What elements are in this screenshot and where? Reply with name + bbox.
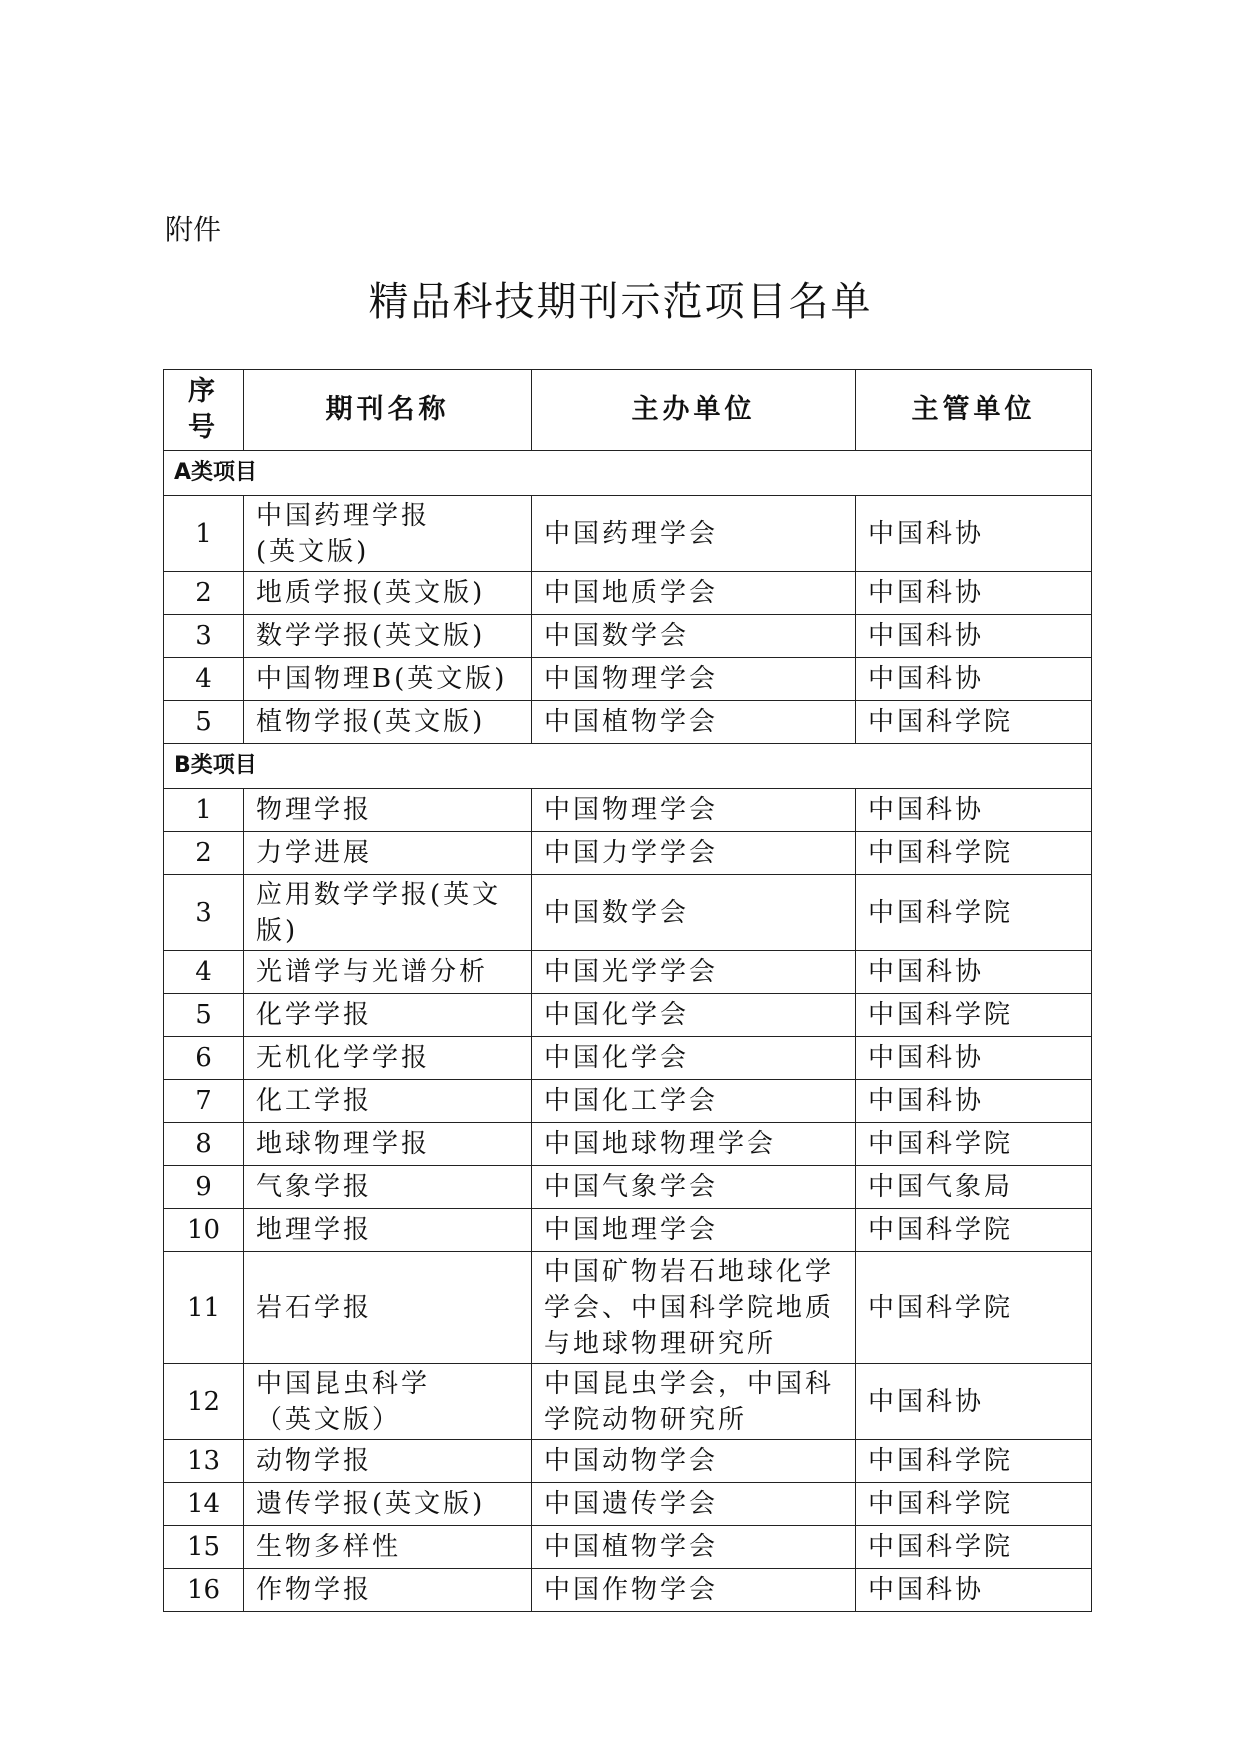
- journal-name: 遗传学报(英文版): [244, 1483, 532, 1526]
- row-index: 14: [164, 1483, 244, 1526]
- host-unit: 中国力学学会: [532, 832, 856, 875]
- host-unit: 中国地球物理学会: [532, 1123, 856, 1166]
- host-unit: 中国物理学会: [532, 658, 856, 701]
- journal-name: 地理学报: [244, 1209, 532, 1252]
- supervisor-unit: 中国科学院: [856, 994, 1092, 1037]
- supervisor-unit: 中国科学院: [856, 701, 1092, 744]
- journal-name: 岩石学报: [244, 1252, 532, 1364]
- journal-name: 物理学报: [244, 789, 532, 832]
- host-unit: 中国昆虫学会，中国科 学院动物研究所: [532, 1364, 856, 1440]
- row-index: 4: [164, 951, 244, 994]
- table-row: [164, 1483, 1092, 1526]
- supervisor-unit: 中国科协: [856, 1037, 1092, 1080]
- row-index: 7: [164, 1080, 244, 1123]
- header-host-unit: 主办单位: [532, 370, 856, 451]
- supervisor-unit: 中国科学院: [856, 832, 1092, 875]
- journal-name: 中国物理B(英文版): [244, 658, 532, 701]
- supervisor-unit: 中国科协: [856, 572, 1092, 615]
- supervisor-unit: 中国科学院: [856, 1483, 1092, 1526]
- row-index: 13: [164, 1440, 244, 1483]
- document-title: 精品科技期刊示范项目名单: [368, 279, 873, 325]
- supervisor-unit: 中国科协: [856, 951, 1092, 994]
- host-unit: 中国植物学会: [532, 701, 856, 744]
- journal-name: 地球物理学报: [244, 1123, 532, 1166]
- host-unit: 中国数学会: [532, 875, 856, 951]
- supervisor-unit: 中国科学院: [856, 875, 1092, 951]
- journal-name: 应用数学学报(英文 版): [244, 875, 532, 951]
- section-label: A类项目: [164, 451, 1092, 496]
- row-index: 2: [164, 572, 244, 615]
- supervisor-unit: 中国科协: [856, 789, 1092, 832]
- journal-name: 光谱学与光谱分析: [244, 951, 532, 994]
- row-index: 2: [164, 832, 244, 875]
- host-unit: 中国化学会: [532, 994, 856, 1037]
- table-row: [164, 951, 1092, 994]
- journal-table: [163, 369, 1092, 1612]
- row-index: 5: [164, 994, 244, 1037]
- supervisor-unit: 中国科协: [856, 496, 1092, 572]
- host-unit: 中国植物学会: [532, 1526, 856, 1569]
- journal-name: 地质学报(英文版): [244, 572, 532, 615]
- section-label: B类项目: [164, 744, 1092, 789]
- table-body: [164, 451, 1092, 1612]
- host-unit: 中国数学会: [532, 615, 856, 658]
- table-row: [164, 789, 1092, 832]
- table-header-row: [164, 370, 1092, 451]
- table-row: [164, 1209, 1092, 1252]
- section-row: [164, 451, 1092, 496]
- row-index: 9: [164, 1166, 244, 1209]
- journal-name: 气象学报: [244, 1166, 532, 1209]
- row-index: 5: [164, 701, 244, 744]
- table-row: [164, 832, 1092, 875]
- table-row: [164, 572, 1092, 615]
- journal-name: 数学学报(英文版): [244, 615, 532, 658]
- table-row: [164, 615, 1092, 658]
- row-index: 3: [164, 615, 244, 658]
- row-index: 10: [164, 1209, 244, 1252]
- table-row: [164, 496, 1092, 572]
- supervisor-unit: 中国科协: [856, 1569, 1092, 1612]
- supervisor-unit: 中国科协: [856, 1080, 1092, 1123]
- table-row: [164, 1166, 1092, 1209]
- journal-name: 生物多样性: [244, 1526, 532, 1569]
- row-index: 8: [164, 1123, 244, 1166]
- attachment-label: 附件: [165, 213, 222, 246]
- host-unit: 中国地理学会: [532, 1209, 856, 1252]
- table-row: [164, 658, 1092, 701]
- table-row: [164, 1569, 1092, 1612]
- host-unit: 中国矿物岩石地球化学 学会、中国科学院地质 与地球物理研究所: [532, 1252, 856, 1364]
- supervisor-unit: 中国科学院: [856, 1526, 1092, 1569]
- header-index: 序号: [164, 370, 244, 451]
- journal-name: 中国药理学报 (英文版): [244, 496, 532, 572]
- supervisor-unit: 中国科协: [856, 1364, 1092, 1440]
- row-index: 16: [164, 1569, 244, 1612]
- host-unit: 中国遗传学会: [532, 1483, 856, 1526]
- header-supervisor-unit: 主管单位: [856, 370, 1092, 451]
- supervisor-unit: 中国科学院: [856, 1123, 1092, 1166]
- supervisor-unit: 中国科协: [856, 658, 1092, 701]
- supervisor-unit: 中国气象局: [856, 1166, 1092, 1209]
- host-unit: 中国动物学会: [532, 1440, 856, 1483]
- table-row: [164, 1080, 1092, 1123]
- host-unit: 中国作物学会: [532, 1569, 856, 1612]
- row-index: 11: [164, 1252, 244, 1364]
- table-row: [164, 1037, 1092, 1080]
- table-row: [164, 1364, 1092, 1440]
- supervisor-unit: 中国科学院: [856, 1440, 1092, 1483]
- row-index: 4: [164, 658, 244, 701]
- table-row: [164, 1526, 1092, 1569]
- host-unit: 中国物理学会: [532, 789, 856, 832]
- row-index: 1: [164, 789, 244, 832]
- host-unit: 中国气象学会: [532, 1166, 856, 1209]
- supervisor-unit: 中国科学院: [856, 1209, 1092, 1252]
- row-index: 12: [164, 1364, 244, 1440]
- supervisor-unit: 中国科协: [856, 615, 1092, 658]
- journal-name: 植物学报(英文版): [244, 701, 532, 744]
- host-unit: 中国光学学会: [532, 951, 856, 994]
- table-row: [164, 1123, 1092, 1166]
- host-unit: 中国药理学会: [532, 496, 856, 572]
- row-index: 6: [164, 1037, 244, 1080]
- host-unit: 中国化学会: [532, 1037, 856, 1080]
- journal-name: 作物学报: [244, 1569, 532, 1612]
- journal-name: 中国昆虫科学 （英文版）: [244, 1364, 532, 1440]
- table-row: [164, 701, 1092, 744]
- journal-name: 无机化学学报: [244, 1037, 532, 1080]
- row-index: 1: [164, 496, 244, 572]
- supervisor-unit: 中国科学院: [856, 1252, 1092, 1364]
- journal-name: 化工学报: [244, 1080, 532, 1123]
- journal-name: 化学学报: [244, 994, 532, 1037]
- table-row: [164, 1440, 1092, 1483]
- row-index: 3: [164, 875, 244, 951]
- row-index: 15: [164, 1526, 244, 1569]
- section-row: [164, 744, 1092, 789]
- table-row: [164, 1252, 1092, 1364]
- table-row: [164, 875, 1092, 951]
- journal-name: 力学进展: [244, 832, 532, 875]
- header-journal-name: 期刊名称: [244, 370, 532, 451]
- table-row: [164, 994, 1092, 1037]
- host-unit: 中国地质学会: [532, 572, 856, 615]
- host-unit: 中国化工学会: [532, 1080, 856, 1123]
- journal-name: 动物学报: [244, 1440, 532, 1483]
